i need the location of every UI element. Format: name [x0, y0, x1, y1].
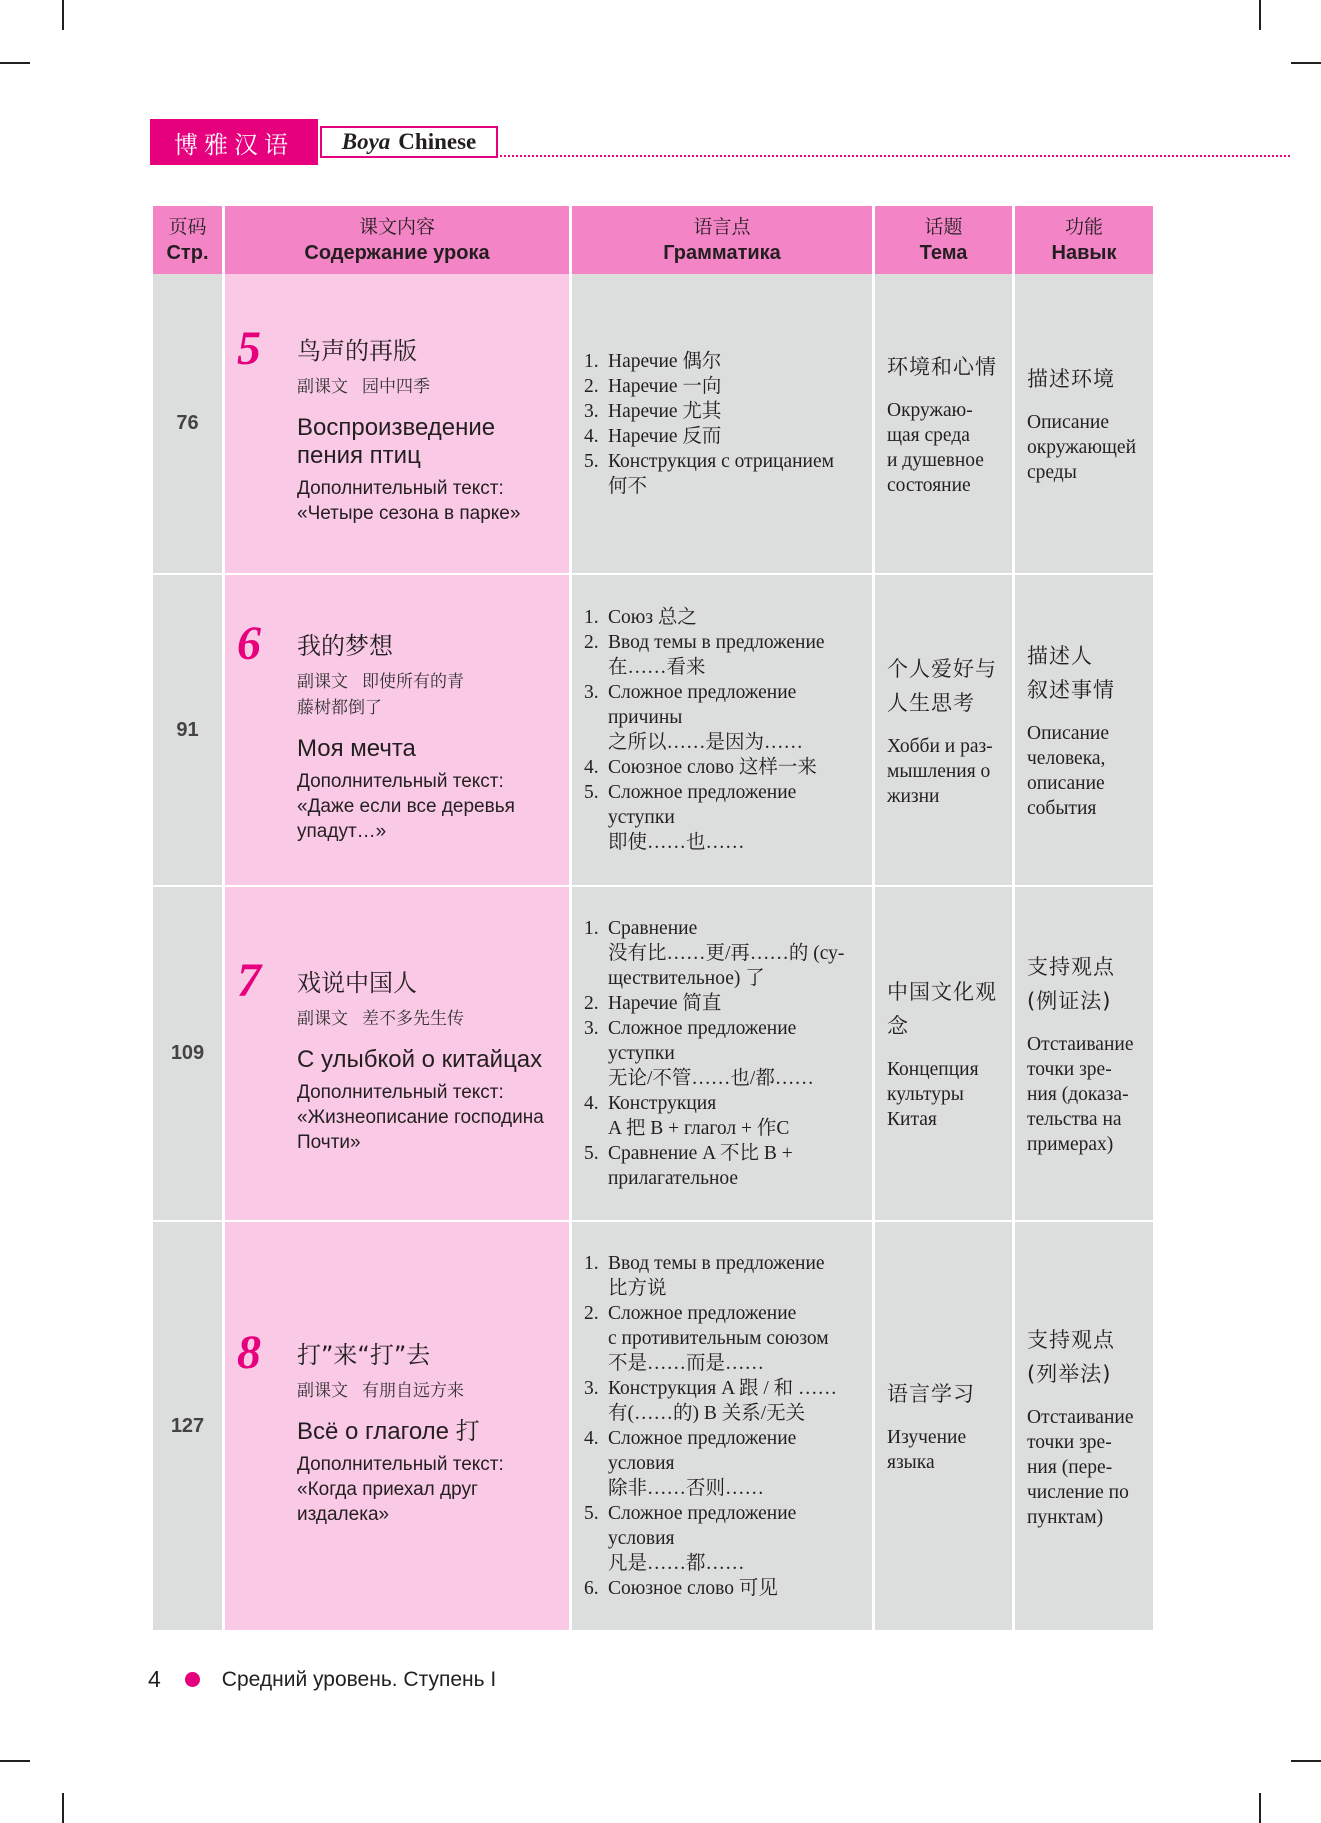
topic-ru: Изучение языка — [887, 1427, 967, 1473]
grammar-item: 3. Сложное предложение причины 之所以……是因为…… — [584, 682, 804, 753]
lesson-grammar — [571, 886, 874, 1221]
col-header-content: 课文内容 Содержание урока — [224, 206, 571, 274]
lesson-extra-ru: Дополнительный текст: «Четыре сезона в парке» — [297, 478, 521, 524]
grammar-item: 1. Союз 总之 — [584, 607, 697, 628]
lesson-page: 127 — [152, 1221, 224, 1631]
topic-cn: 环境和心情 — [887, 354, 997, 379]
lesson-title-cn: 鸟声的再版 — [297, 337, 417, 365]
grammar-item: 3. Конструкция A 跟 / 和 …… 有(……的) B 关系/无关 — [584, 1378, 837, 1424]
lesson-title-ru: С улыбкой о китайцах — [297, 1045, 543, 1073]
topic-ru: Хобби и раз- мышления о жизни — [887, 735, 993, 807]
lesson-title-ru: Всё о глаголе 打 — [297, 1418, 480, 1445]
lesson-page: 76 — [152, 274, 224, 574]
lesson-skill — [1014, 274, 1155, 574]
lesson-skill — [1014, 886, 1155, 1221]
skill-cn: 描述人 叙述事情 — [1027, 644, 1115, 702]
grammar-item: 4. Конструкция A 把 B + глагол + 作C — [584, 1093, 790, 1139]
brand-english-word: Chinese — [398, 129, 477, 154]
grammar-item: 3. Сложное предложение уступки 无论/不管……也/都…… — [584, 1018, 814, 1089]
skill-ru: Отстаивание точки зре- ния (пере- числение по пунктам) — [1027, 1406, 1134, 1528]
brand-chinese-title: 博雅汉语 — [150, 119, 318, 165]
col-header-grammar: 语言点 Грамматика — [571, 206, 874, 274]
lesson-content — [224, 1221, 571, 1631]
topic-ru: Окружаю- щая среда и душевное состояние — [887, 399, 984, 496]
col-header-topic: 话题 Тема — [874, 206, 1014, 274]
lesson-grammar — [571, 574, 874, 886]
lesson-skill — [1014, 1221, 1155, 1631]
grammar-list — [572, 1251, 872, 1601]
col-header-page: 页码 Стр. — [152, 206, 224, 274]
lesson-extra-ru: Дополнительный текст: «Когда приехал друг издалека» — [297, 1454, 504, 1525]
crop-mark — [1291, 1760, 1321, 1762]
lesson-title-cn: 戏说中国人 — [297, 968, 417, 997]
lesson-skill — [1014, 574, 1155, 886]
lesson-topic — [874, 886, 1014, 1221]
crop-mark — [1291, 62, 1321, 64]
lesson-number: 5 — [237, 322, 261, 375]
lesson-page: 109 — [152, 886, 224, 1221]
col-header-skill: 功能 Навык — [1014, 206, 1155, 274]
crop-mark — [1259, 1793, 1261, 1823]
lesson-page: 91 — [152, 574, 224, 886]
grammar-item: 2. Ввод темы в предложение 在……看来 — [584, 632, 825, 678]
lesson-title-ru: Моя мечта — [297, 735, 416, 762]
lesson-content — [224, 886, 571, 1221]
lesson-number: 8 — [237, 1326, 261, 1379]
crop-mark — [0, 1760, 30, 1762]
lesson-extra-cn: 副课文 即使所有的青 藤树都倒了 — [297, 672, 464, 718]
grammar-item: 4. Союзное слово 这样一来 — [584, 757, 817, 778]
grammar-list — [572, 605, 872, 855]
topic-ru: Концепция культуры Китая — [887, 1059, 979, 1130]
lesson-title-cn: 我的梦想 — [297, 632, 393, 660]
lesson-extra-ru: Дополнительный текст: «Даже если все деревья упадут…» — [297, 771, 515, 842]
grammar-list — [572, 349, 872, 499]
skill-ru: Описание окружающей среды — [1027, 412, 1137, 483]
lesson-grammar — [571, 274, 874, 574]
grammar-item: 1. Ввод темы в предложение 比方说 — [584, 1253, 825, 1299]
skill-ru: Описание человека, описание события — [1027, 723, 1110, 819]
skill-cn: 描述环境 — [1027, 367, 1115, 391]
grammar-item: 3. Наречие 尤其 — [584, 400, 722, 422]
crop-mark — [0, 62, 30, 64]
lesson-number: 6 — [237, 617, 261, 670]
lesson-title-cn: 打”来“打”去 — [297, 1341, 431, 1369]
table-row — [152, 1221, 1155, 1631]
lesson-extra-ru: Дополнительный текст: «Жизнеописание господина Почти» — [297, 1081, 544, 1153]
topic-cn: 语言学习 — [887, 1382, 975, 1406]
lesson-grammar — [571, 1221, 874, 1631]
grammar-item: 5. Сложное предложение уступки 即使……也…… — [584, 782, 797, 853]
topic-cn: 中国文化观 念 — [887, 980, 997, 1038]
crop-mark — [1259, 0, 1261, 30]
table-header-row — [152, 206, 1155, 274]
lesson-topic — [874, 1221, 1014, 1631]
skill-cn: 支持观点 (列举法) — [1027, 1327, 1115, 1386]
lesson-title-ru: Воспроизведение пения птиц — [297, 414, 496, 469]
grammar-item: 2. Наречие 一向 — [584, 375, 722, 397]
footer-title: Средний уровень. Ступень I — [221, 1667, 497, 1691]
grammar-list — [572, 916, 872, 1191]
grammar-item: 4. Сложное предложение условия 除非……否则…… — [584, 1428, 797, 1499]
skill-cn: 支持观点 (例证法) — [1027, 955, 1115, 1013]
grammar-item: 5. Сравнение A 不比 B + прилагательное — [584, 1143, 793, 1189]
crop-mark — [62, 1793, 64, 1823]
lesson-topic — [874, 574, 1014, 886]
skill-ru: Отстаивание точки зре- ния (доказа- тельства на примерах) — [1027, 1034, 1134, 1155]
grammar-item: 2. Наречие 简直 — [584, 993, 722, 1014]
grammar-item: 5. Конструкция с отрицанием 何不 — [584, 450, 834, 497]
table-row — [152, 274, 1155, 574]
page-footer — [148, 1666, 496, 1693]
lesson-content — [224, 274, 571, 574]
page-number: 4 — [148, 1666, 161, 1692]
header-dotted-rule — [500, 155, 1290, 157]
grammar-item: 4. Наречие 反而 — [584, 425, 722, 447]
lesson-extra-cn: 副课文 园中四季 — [297, 377, 430, 397]
lesson-extra-cn: 副课文 差不多先生传 — [297, 1008, 464, 1029]
grammar-item: 5. Сложное предложение условия 凡是……都…… — [584, 1503, 797, 1574]
bullet-dot-icon — [185, 1672, 200, 1687]
grammar-item: 6. Союзное слово 可见 — [584, 1578, 778, 1599]
table-row — [152, 574, 1155, 886]
grammar-item: 1. Сравнение 没有比……更/再……的 (су- ществительное) 了 — [584, 918, 845, 989]
contents-table — [150, 206, 1156, 1632]
crop-mark — [62, 0, 64, 30]
topic-cn: 个人爱好与 人生思考 — [887, 656, 997, 715]
table-row — [152, 886, 1155, 1221]
book-brand — [150, 119, 498, 165]
lesson-number: 7 — [237, 953, 261, 1007]
lesson-extra-cn: 副课文 有朋自远方来 — [297, 1381, 464, 1401]
grammar-item: 1. Наречие 偶尔 — [584, 350, 722, 372]
brand-english-title — [320, 126, 498, 158]
lesson-content — [224, 574, 571, 886]
brand-english-italic: Boya — [341, 129, 391, 154]
grammar-item: 2. Сложное предложение с противительным союзом 不是……而是…… — [584, 1303, 829, 1374]
lesson-topic — [874, 274, 1014, 574]
